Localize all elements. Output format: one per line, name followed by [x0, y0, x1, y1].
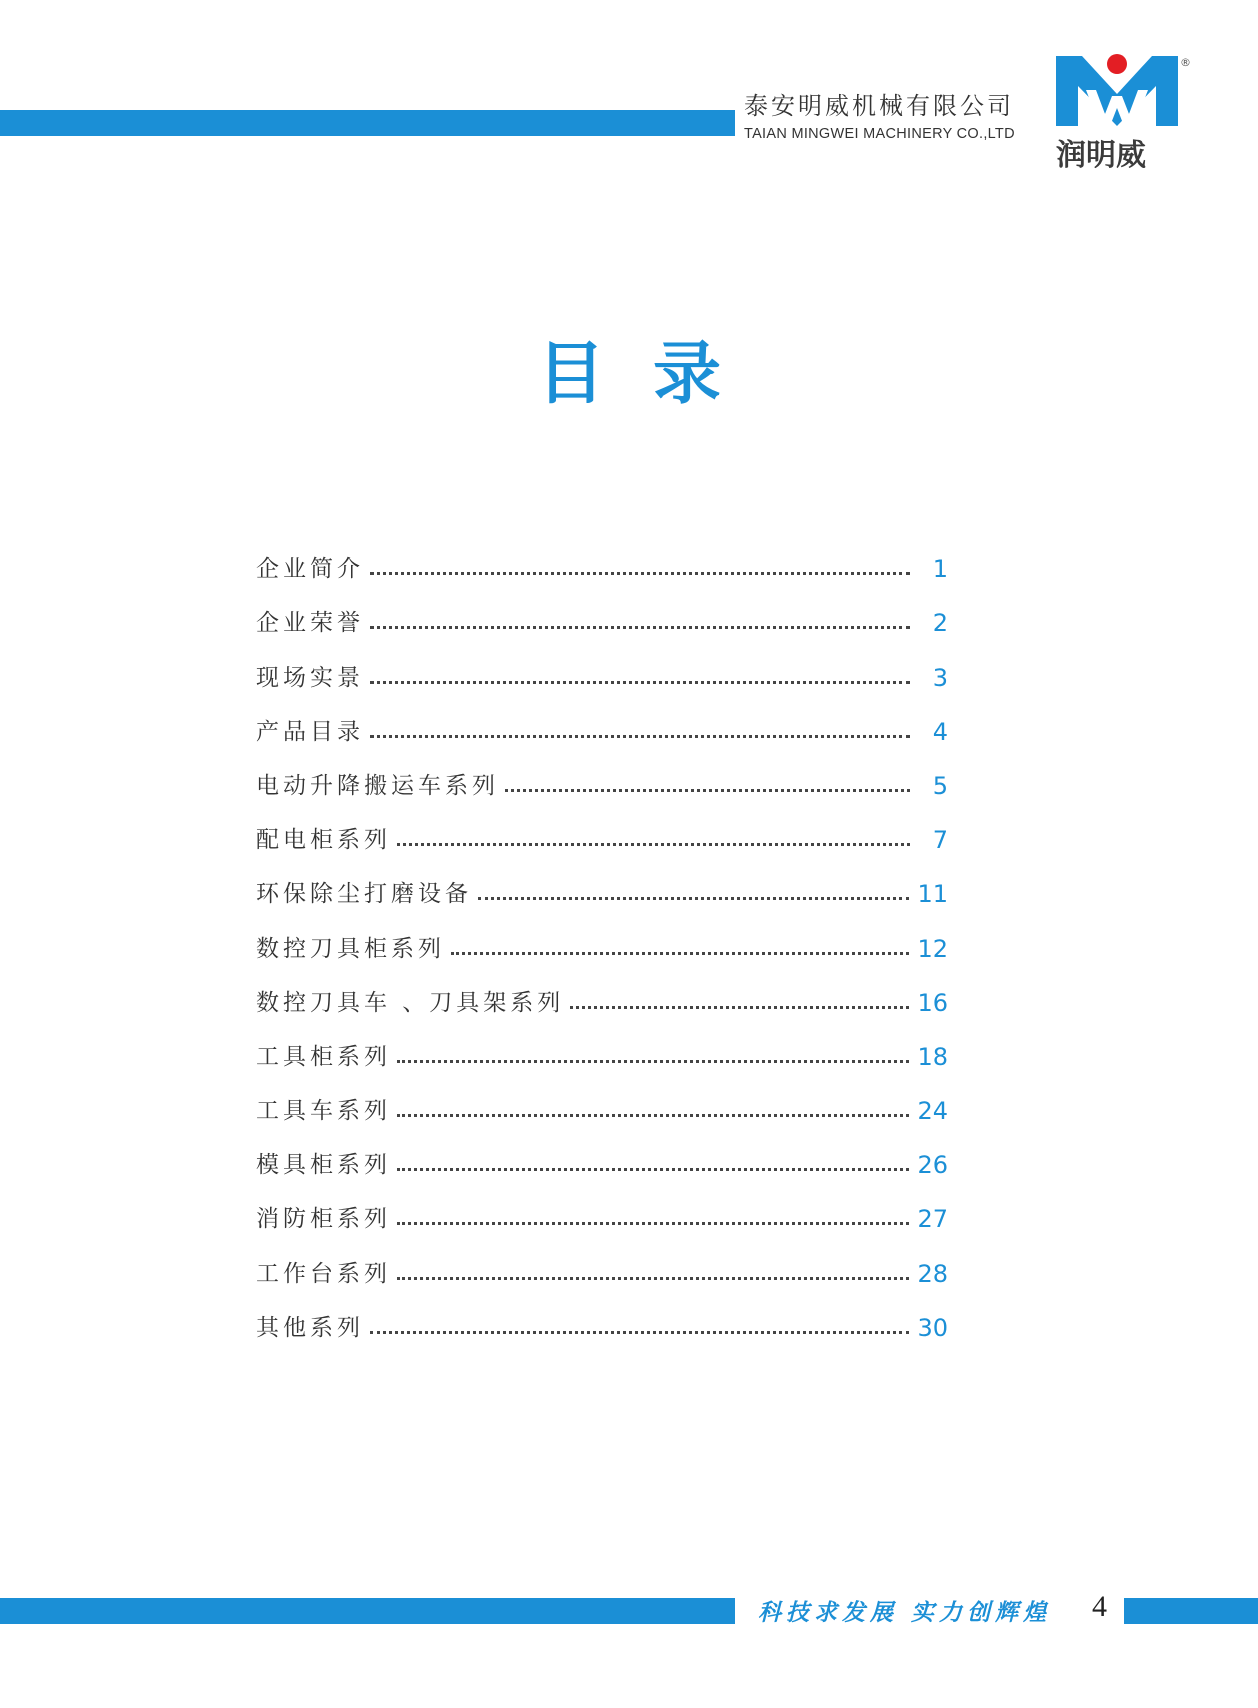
toc-entry-page-number: 12 [917, 934, 948, 963]
toc-entry-label: 企业简介 [256, 556, 364, 583]
toc-dot-leader [397, 843, 910, 846]
toc-entry-page-number: 1 [932, 555, 948, 584]
toc-entry[interactable] [256, 1126, 948, 1180]
toc-entry[interactable] [256, 530, 948, 584]
toc-dot-leader [370, 1331, 909, 1334]
logo-mark-icon [1052, 50, 1182, 130]
toc-entry[interactable] [256, 638, 948, 692]
toc-entry[interactable] [256, 693, 948, 747]
toc-dot-leader [478, 897, 909, 900]
logo-text: 润明威 [1056, 138, 1146, 173]
toc-entry-label: 工具柜系列 [256, 1043, 391, 1070]
footer-accent-bar-left [0, 1598, 735, 1624]
company-name-block [744, 92, 1044, 142]
table-of-contents [256, 530, 948, 1343]
toc-dot-leader [397, 1114, 909, 1117]
registered-mark: ® [1180, 56, 1191, 69]
toc-entry[interactable] [256, 1180, 948, 1234]
company-name-en: TAIAN MINGWEI MACHINERY CO.,LTD [744, 126, 1015, 142]
toc-entry-label: 企业荣誉 [256, 610, 364, 637]
toc-entry-page-number: 5 [932, 771, 948, 800]
toc-dot-leader [397, 1168, 909, 1171]
toc-entry[interactable] [256, 1234, 948, 1288]
toc-entry-page-number: 11 [917, 880, 948, 909]
toc-entry-label: 工具车系列 [256, 1098, 391, 1125]
toc-entry[interactable] [256, 1018, 948, 1072]
header-accent-bar [0, 110, 735, 136]
toc-entry-page-number: 4 [932, 717, 948, 746]
toc-entry-label: 数控刀具柜系列 [256, 935, 445, 962]
toc-entry-label: 环保除尘打磨设备 [256, 881, 472, 908]
toc-entry[interactable] [256, 584, 948, 638]
toc-entry-label: 工作台系列 [256, 1260, 391, 1287]
toc-entry[interactable] [256, 964, 948, 1018]
page-number: 4 [1092, 1590, 1107, 1623]
toc-entry-label: 产品目录 [256, 718, 364, 745]
toc-dot-leader [370, 681, 910, 684]
toc-entry-page-number: 27 [917, 1205, 948, 1234]
company-name-cn: 泰安明威机械有限公司 [744, 92, 1014, 120]
toc-entry[interactable] [256, 747, 948, 801]
toc-entry-page-number: 18 [917, 1042, 948, 1071]
toc-dot-leader [397, 1277, 909, 1280]
toc-entry[interactable] [256, 1289, 948, 1343]
toc-entry[interactable] [256, 1072, 948, 1126]
toc-entry-label: 其他系列 [256, 1314, 364, 1341]
toc-entry-label: 数控刀具车 、刀具架系列 [256, 989, 565, 1016]
toc-entry-label: 消防柜系列 [256, 1206, 391, 1233]
toc-dot-leader [370, 735, 910, 738]
page-title: 目录 [536, 335, 769, 414]
toc-entry-page-number: 16 [917, 988, 948, 1017]
toc-dot-leader [570, 1006, 909, 1009]
toc-entry-label: 电动升降搬运车系列 [256, 772, 499, 799]
toc-dot-leader [370, 572, 910, 575]
toc-entry-page-number: 24 [917, 1097, 948, 1126]
toc-entry-label: 现场实景 [256, 664, 364, 691]
toc-entry-label: 模具柜系列 [256, 1152, 391, 1179]
toc-dot-leader [397, 1060, 909, 1063]
toc-entry[interactable] [256, 801, 948, 855]
footer-accent-bar-right [1124, 1598, 1258, 1624]
toc-entry-label: 配电柜系列 [256, 827, 391, 854]
toc-entry-page-number: 28 [917, 1259, 948, 1288]
toc-entry[interactable] [256, 909, 948, 963]
toc-entry-page-number: 7 [932, 826, 948, 855]
toc-dot-leader [451, 952, 909, 955]
toc-dot-leader [397, 1222, 909, 1225]
toc-dot-leader [370, 626, 910, 629]
toc-dot-leader [505, 789, 910, 792]
footer-slogan: 科技求发展 实力创辉煌 [758, 1599, 1052, 1626]
toc-entry-page-number: 26 [917, 1151, 948, 1180]
toc-entry-page-number: 2 [932, 609, 948, 638]
company-logo [1052, 50, 1192, 173]
toc-entry-page-number: 3 [932, 663, 948, 692]
toc-entry[interactable] [256, 855, 948, 909]
toc-entry-page-number: 30 [917, 1313, 948, 1342]
